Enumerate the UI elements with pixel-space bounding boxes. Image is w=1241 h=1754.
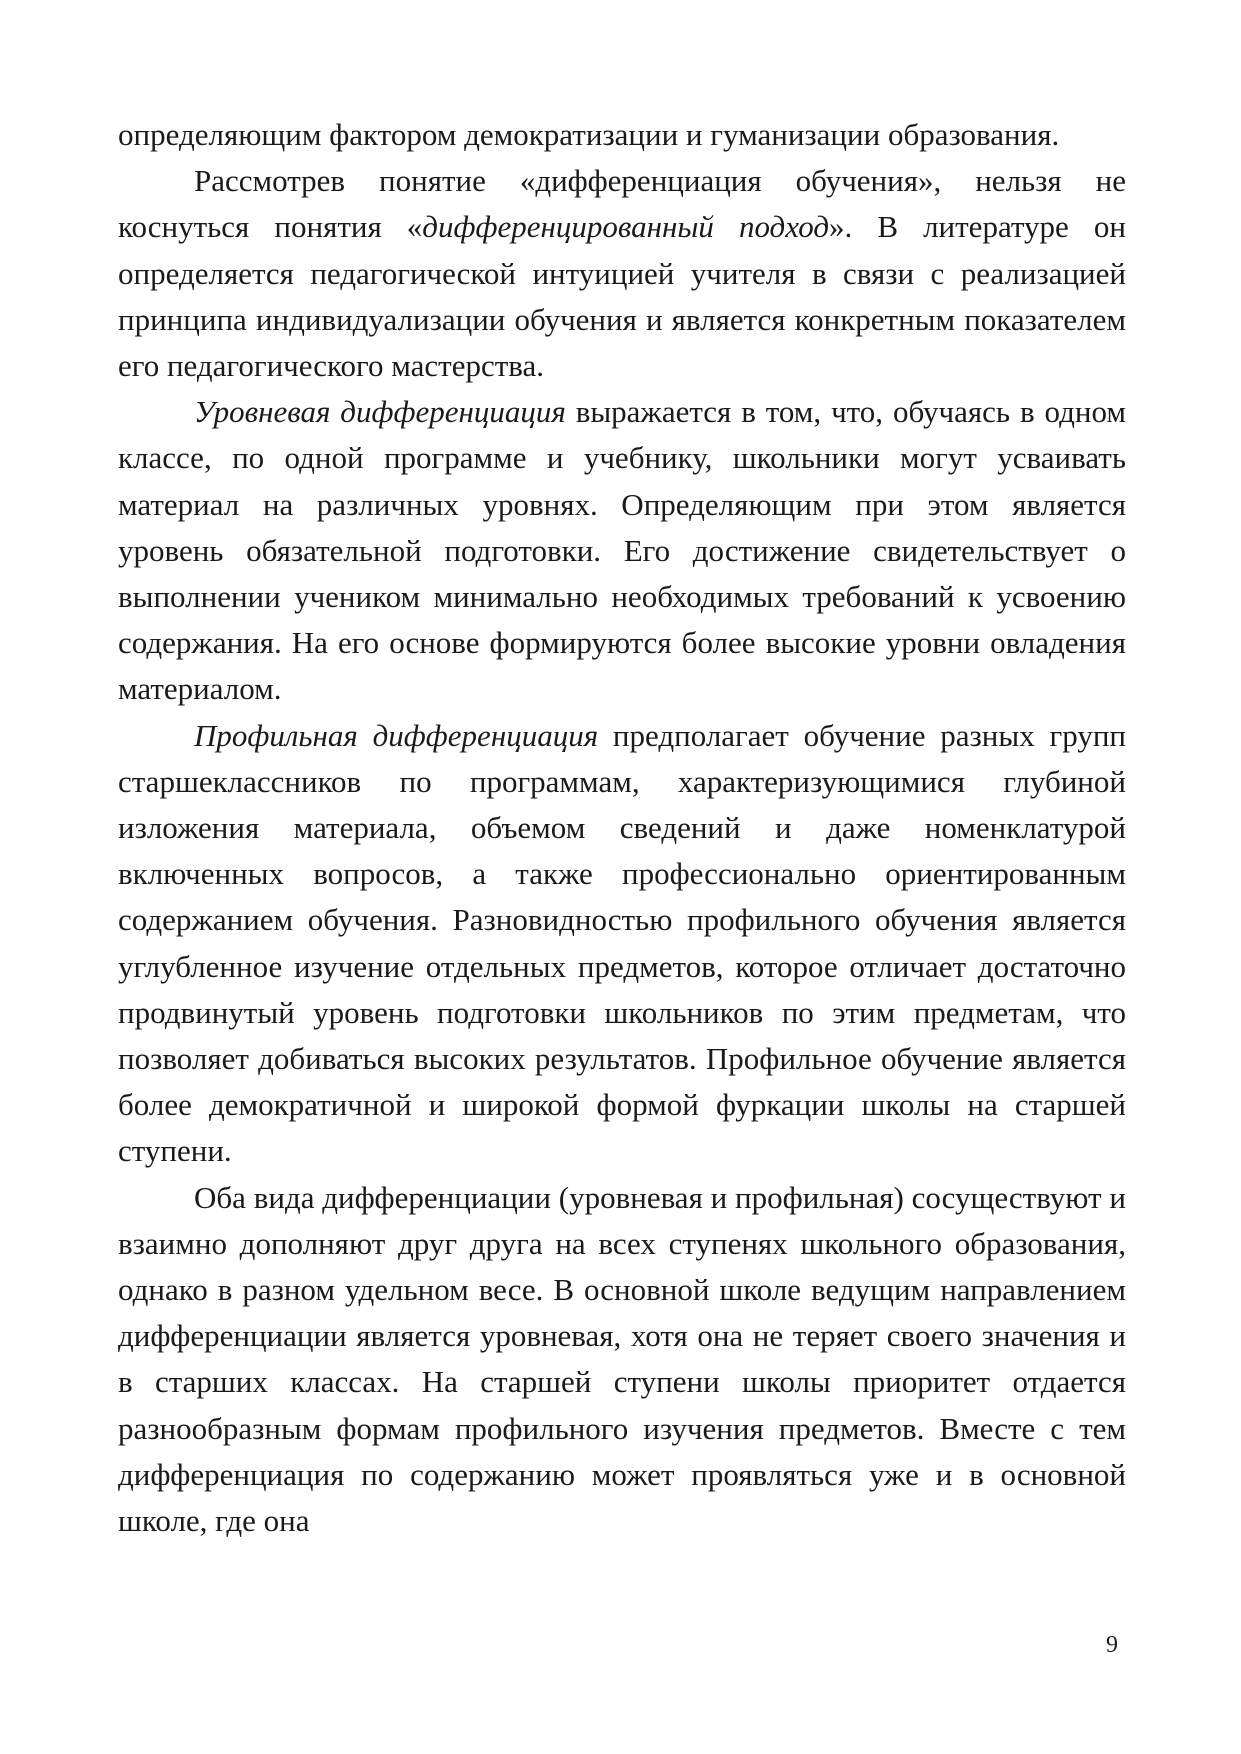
paragraph-3 [118, 389, 1126, 712]
paragraph-2-text-start: Рассмотрев понятие «дифференциация обучения», нельзя не коснуться понятия « [118, 163, 1126, 245]
term-differentiated-approach: дифференцированный подход [422, 209, 829, 245]
page-number: 9 [1106, 1632, 1118, 1658]
paragraph-2-text-end: ». В литературе он определяется педагогической интуицией учителя в связи с реализацией принципа индивидуализации обучения и является конкретным показателем его педагогического мастерства. [118, 209, 1126, 384]
paragraph-1 [118, 112, 1126, 158]
term-level-differentiation: Уровневая дифференциация [194, 394, 566, 430]
paragraph-5-text: Оба вида дифференциации (уровневая и профильная) сосуществуют и взаимно дополняют друг друга на всех ступенях школьного образования, однако в разном удельном весе. В основной школе ведущим направлением дифференциации является уровневая, хотя она не теряет своего значения и в старших классах. На старшей ступени школы приоритет отдается разнообразным формам профильного изучения предметов. Вместе с тем дифференциация по содержанию может проявляться уже и в основной школе, где она [118, 1179, 1126, 1539]
paragraph-2 [118, 158, 1126, 389]
page-body [118, 112, 1126, 1544]
paragraph-4-text: предполагает обучение разных групп старшеклассников по программам, характеризующимися глубиной изложения материала, объемом сведений и даже номенклатурой включенных вопросов, а также профессионально ориентированным содержанием обучения. Разновидностью профильного обучения является углубленное изучение отдельных предметов, которое отличает достаточно продвинутый уровень подготовки школьников по этим предметам, что позволяет добиваться высоких результатов. Профильное обучение является более демократичной и широкой формой фуркации школы на старшей ступени. [118, 717, 1126, 1169]
paragraph-1-text: определяющим фактором демократизации и гуманизации образования. [118, 117, 1060, 152]
paragraph-4 [118, 713, 1126, 1175]
term-profile-differentiation: Профильная дифференциация [194, 717, 599, 753]
paragraph-3-text: выражается в том, что, обучаясь в одном классе, по одной программе и учебнику, школьники могут усваивать материал на различных уровнях. Определяющим при этом является уровень обязательной подготовки. Его достижение свидетельствует о выполнении учеником минимально необходимых требований к усвоению содержания. На его основе формируются более высокие уровни овладения материалом. [118, 394, 1126, 707]
paragraph-5 [118, 1175, 1126, 1545]
